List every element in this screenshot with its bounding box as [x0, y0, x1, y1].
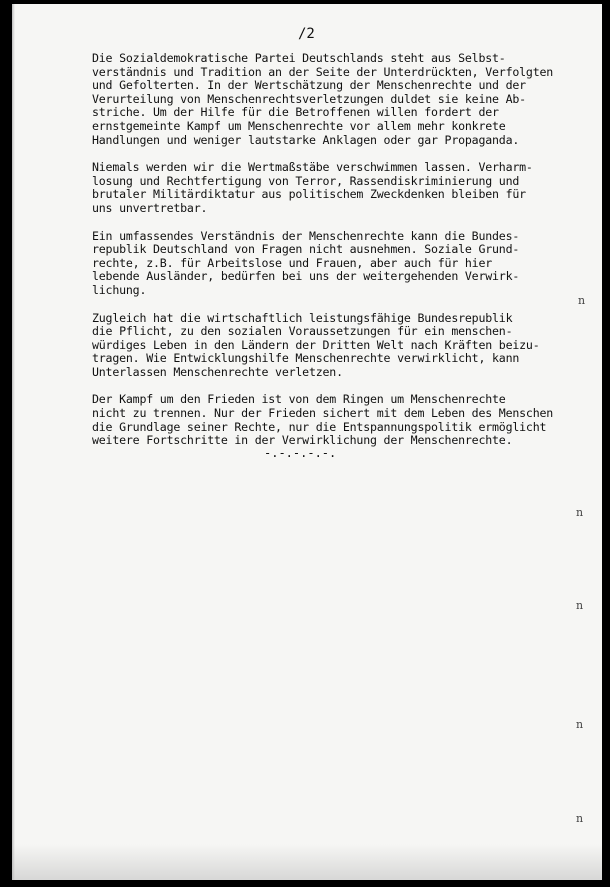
- document-body: [92, 52, 592, 462]
- paragraph-5: [92, 393, 592, 447]
- text-line: tragen. Wie Entwicklungshilfe Menschenrechte verwirklicht, kann: [92, 351, 520, 366]
- text-line: rechte, z.B. für Arbeitslose und Frauen, aber auch für hier: [92, 255, 493, 270]
- text-line: und Gefolterten. In der Wertschätzung der Menschenrechte und der: [92, 78, 526, 93]
- text-line: ernstgemeinte Kampf um Menschenrechte vor allem mehr konkrete: [92, 118, 506, 133]
- text-line: weitere Fortschritte in der Verwirklichung der Menschenrechte.: [92, 433, 513, 448]
- text-line: die Pflicht, zu den sozialen Voraussetzungen für ein menschen-: [92, 324, 513, 339]
- margin-mark: n: [578, 294, 586, 307]
- scan-edge-left: [12, 4, 15, 880]
- end-divider: -.-.-.-.-.: [264, 446, 337, 460]
- text-line: Verurteilung von Menschenrechtsverletzungen duldet sie keine Ab-: [92, 91, 526, 106]
- text-line: Der Kampf um den Frieden ist von dem Ringen um Menschenrechte: [92, 392, 506, 407]
- text-line: Handlungen und weniger lautstarke Anklagen oder gar Propaganda.: [92, 132, 520, 147]
- margin-mark: n: [576, 506, 584, 519]
- text-line: nicht zu trennen. Nur der Frieden sichert mit dem Leben des Menschen: [92, 406, 554, 421]
- paragraph-4: [92, 312, 592, 380]
- text-line: Die Sozialdemokratische Partei Deutschlands steht aus Selbst-: [92, 51, 506, 65]
- text-line: striche. Um der Hilfe für die Betroffenen willen fordert der: [92, 105, 499, 120]
- margin-mark: n: [576, 718, 584, 731]
- text-line: verständnis und Tradition an der Seite der Unterdrückten, Verfolgten: [92, 64, 554, 79]
- scan-noise-bottom: [12, 844, 602, 880]
- text-line: Ein umfassendes Verständnis der Menschenrechte kann die Bundes-: [92, 228, 520, 243]
- page-number: /2: [298, 26, 315, 42]
- paragraph-2: [92, 161, 592, 215]
- paragraph-1: [92, 52, 592, 147]
- text-line: Zugleich hat die wirtschaftlich leistungsfähige Bundesrepublik: [92, 310, 513, 325]
- text-line: würdiges Leben in den Ländern der Dritten Welt nach Kräften beizu-: [92, 337, 540, 352]
- margin-mark: n: [576, 812, 584, 825]
- paragraph-3: [92, 230, 592, 298]
- document-page: [12, 4, 602, 880]
- text-line: die Grundlage seiner Rechte, nur die Entspannungspolitik ermöglicht: [92, 419, 547, 434]
- text-line: brutaler Militärdiktatur aus politischem Zweckdenken bleiben für: [92, 187, 526, 202]
- text-line: lichung.: [92, 282, 147, 297]
- margin-mark: n: [576, 599, 584, 612]
- text-line: uns unvertretbar.: [92, 200, 208, 215]
- text-line: lebende Ausländer, bedürfen bei uns der weitergehenden Verwirk-: [92, 269, 520, 284]
- text-line: Unterlassen Menschenrechte verletzen.: [92, 364, 343, 379]
- text-line: republik Deutschland von Fragen nicht ausnehmen. Soziale Grund-: [92, 242, 520, 257]
- text-line: Niemals werden wir die Wertmaßstäbe verschwimmen lassen. Verharm-: [92, 160, 533, 175]
- text-line: losung und Rechtfertigung von Terror, Rassendiskriminierung und: [92, 173, 520, 188]
